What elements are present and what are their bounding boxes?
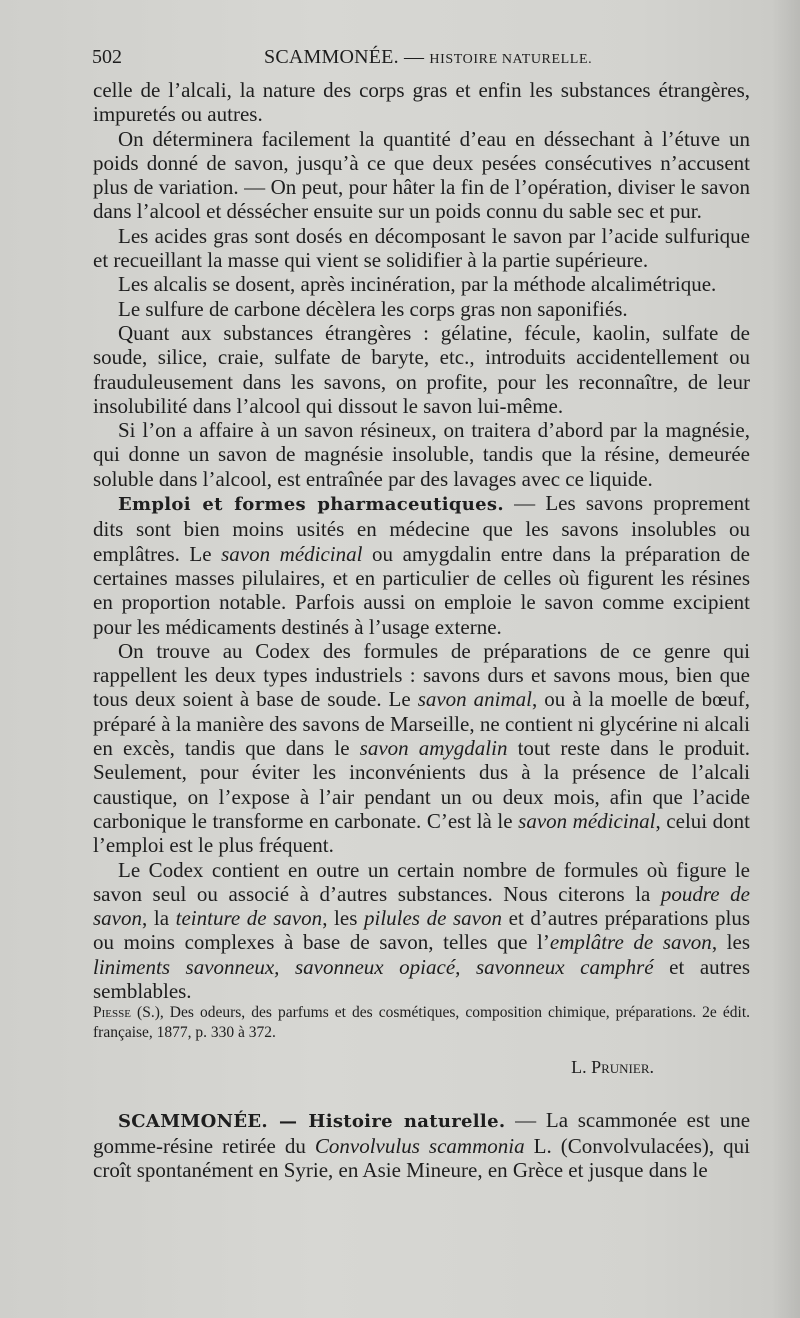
- running-title-dash: —: [404, 46, 425, 68]
- running-title: [264, 46, 592, 69]
- running-title-section: HISTOIRE NATURELLE.: [429, 52, 593, 67]
- italic-term: emplâtre de savon: [549, 930, 712, 955]
- running-header: [92, 46, 750, 74]
- article-heading-scammony: SCAMMONÉE. — Histoire naturelle.: [118, 1110, 506, 1132]
- paragraph-codex-preparations: [93, 858, 750, 1004]
- paragraph-continuation: celle de l’alcali, la nature des corps gras et enfin les substances étrangères, impuretés ou autres.: [93, 78, 750, 127]
- page-number: 502: [92, 46, 122, 68]
- text-run: tout reste dans le produit. Seulement, pour éviter les inconvénients dus à la présence de l’alcali caustique, on l’expose à l’air pendant un ou deux mois, afin que l’acide carbonique le transforme en carbonate. C’est là le: [93, 736, 751, 833]
- paragraph-carbon-sulfide: Le sulfure de carbone décèlera les corps gras non saponifiés.: [118, 296, 628, 321]
- text-run: L. (Convolvulacées), qui croît spontanément en Syrie, en Asie Mineure, en Grèce et jusque dans le: [93, 1133, 751, 1183]
- paragraph-fatty-acids: Les acides gras sont dosés en décomposant le savon par l’acide sulfurique et recueillant la masse qui vient se solidifier à la partie supérieure.: [93, 223, 750, 273]
- reference-author: Piesse: [93, 1004, 131, 1022]
- italic-term: savon médicinal: [221, 541, 363, 566]
- text-run: , les: [711, 930, 751, 955]
- text-run: On trouve au Codex des formules de préparations de ce genre qui rappellent les deux types industriels : savons durs et savons mous, bien que tous deux soient à base de soude. Le: [93, 638, 750, 712]
- text-run: Le Codex contient en outre un certain nombre de formules où figure le savon seul ou associé à d’autres substances. Nous citerons la: [93, 857, 750, 906]
- paragraph-water-content: On déterminera facilement la quantité d’eau en déssechant à l’étuve un poids donné de savon, jusqu’à ce que deux pesées consécutives n’accusent plus de variation. — On peut, pour hâter la fin de l’opération, diviser le savon dans l’alcool et déssécher ensuite sur un poids connu du sable sec et pur.: [93, 126, 750, 224]
- italic-term: pilules de savon: [363, 906, 503, 931]
- body-text: [93, 78, 750, 1182]
- text-run: , ou à la moelle de bœuf, préparé à la manière des savons de Marseille, ne contient ni glycérine ni alcali en excès, tandis que dans le: [93, 687, 750, 761]
- paragraph-pharmaceutical-use: [93, 491, 750, 639]
- paragraph-resinous-soap: Si l’on a affaire à un savon résineux, on traitera d’abord par la magnésie, qui donne un savon de magnésie insoluble, tandis que la résine, demeurée soluble dans l’alcool, est entraînée par des lavages avec ce liquide.: [93, 418, 750, 491]
- text-run: — Les savons proprement dits sont bien moins usités en médecine que les savons insolubles ou emplâtres. Le: [93, 491, 750, 566]
- italic-term: liniments savonneux, savonneux opiacé, savonneux camphré: [93, 954, 654, 979]
- section-heading-pharmaceutical: Emploi et formes pharmaceutiques.: [118, 494, 504, 516]
- page-edge-shadow: [772, 0, 800, 1318]
- text-run: — La scammonée est une gomme-résine retirée du: [93, 1107, 751, 1158]
- text-run: , la: [142, 906, 176, 931]
- reference-text: (S.), Des odeurs, des parfums et des cosmétiques, composition chimique, préparations. 2e édit. française, 1877, p. 330 à 372.: [93, 1004, 750, 1042]
- italic-term: savon animal: [417, 687, 532, 712]
- bibliographic-reference: [93, 1003, 750, 1043]
- paragraph-foreign-substances: Quant aux substances étrangères : gélatine, fécule, kaolin, sulfate de soude, silice, craie, sulfate de baryte, etc., introduits accidentellement ou frauduleusement dans les savons, on profite, pour les reconnaître, de leur insolubilité dans l’alcool qui dissout le savon lui-même.: [93, 320, 750, 418]
- italic-term: savon médicinal: [518, 808, 656, 833]
- italic-term: poudre de savon: [93, 881, 750, 931]
- text-run: ou amygdalin entre dans la préparation de certaines masses pilulaires, et en particulier de celles où figurent les résines en proportion notable. Parfois aussi on emploie le savon comme excipient pour les médicaments destinés à l’usage externe.: [93, 541, 751, 639]
- text-run: , les: [322, 906, 364, 931]
- italic-term: savon amygdalin: [359, 736, 508, 761]
- author-signature: L. Prunier.: [571, 1057, 654, 1078]
- text-run: , celui dont l’emploi est le plus fréquent.: [93, 808, 750, 858]
- paragraph-codex-formulas: [93, 639, 750, 858]
- paragraph-alkalis: Les alcalis se dosent, après incinération, par la méthode alcalimétrique.: [118, 272, 717, 297]
- paragraph-scammony-intro: [93, 1108, 750, 1183]
- italic-term: Convolvulus scammonia: [314, 1133, 525, 1158]
- text-run: et autres semblables.: [93, 954, 751, 1003]
- text-run: et d’autres préparations plus ou moins complexes à base de savon, telles que l’: [93, 906, 751, 955]
- running-title-main: SCAMMONÉE.: [264, 46, 399, 68]
- italic-term: teinture de savon: [175, 906, 323, 931]
